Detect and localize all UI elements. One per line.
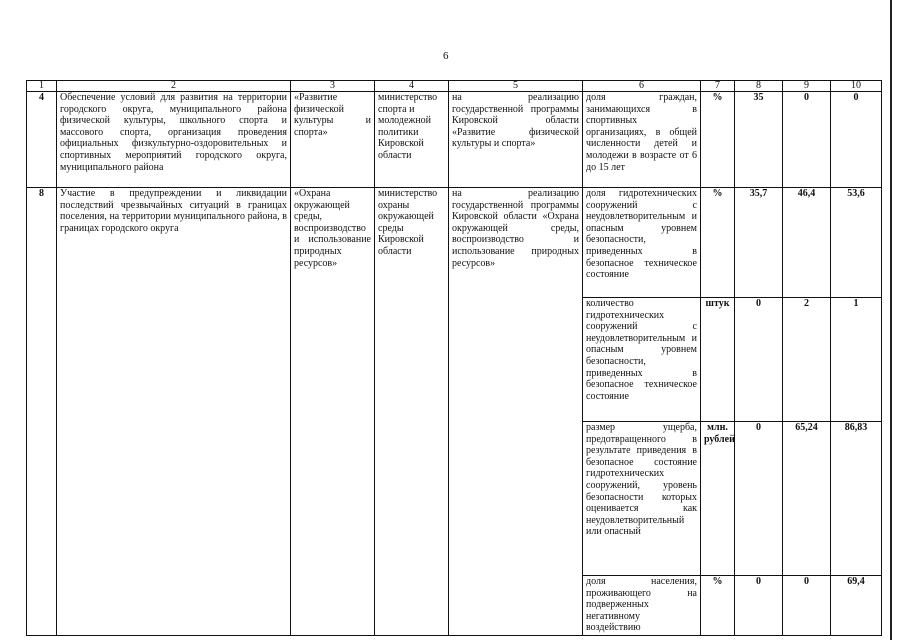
program-cell: «Развитие физической культуры и спорта» <box>291 92 375 188</box>
purpose-cell: на реализацию государственной программы Кировской области «Охрана окружающей среды, воспроизводство и использование природных ресурсов» <box>449 188 583 636</box>
program-cell: «Охрана окружающей среды, воспроизводство и использование природных ресурсов» <box>291 188 375 636</box>
unit-cell: штук <box>701 298 735 422</box>
value-cell: 35 <box>735 92 783 188</box>
value-cell: 86,83 <box>831 422 882 576</box>
unit-cell: млн. рублей <box>701 422 735 576</box>
indicator-cell: размер ущерба, предотвращенного в результате приведения в безопасное состояние гидротехнических сооружений, уровень безопасности которых оценивается как неудовлетворительный или опасный <box>583 422 701 576</box>
activity-cell: Участие в предупреждении и ликвидации последствий чрезвычайных ситуаций в границах поселения, на территории муниципального района, в границах городского округа <box>57 188 291 636</box>
col-header: 10 <box>831 81 882 92</box>
value-cell: 0 <box>783 576 831 636</box>
col-header: 6 <box>583 81 701 92</box>
row-number: 8 <box>27 188 57 636</box>
ministry-cell: министерство спорта и молодежной политики Кировской области <box>375 92 449 188</box>
row-number: 4 <box>27 92 57 188</box>
col-header: 2 <box>57 81 291 92</box>
purpose-cell: на реализацию государственной программы Кировской области «Развитие физической культуры и спорта» <box>449 92 583 188</box>
value-cell: 0 <box>783 92 831 188</box>
indicator-cell: доля граждан, занимающихся в спортивных организациях, в общей численности детей и молодежи в возрасте от 6 до 15 лет <box>583 92 701 188</box>
indicator-cell: доля населения, проживающего на подверженных негативному воздействию <box>583 576 701 636</box>
page-number: 6 <box>443 50 449 62</box>
col-header: 1 <box>27 81 57 92</box>
value-cell: 1 <box>831 298 882 422</box>
table-row <box>27 92 882 188</box>
col-header: 8 <box>735 81 783 92</box>
unit-cell: % <box>701 188 735 298</box>
indicator-cell: доля гидротехнических сооружений с неудовлетворительным и опасным уровнем безопасности, приведенных в безопасное техническое состояние <box>583 188 701 298</box>
col-header: 5 <box>449 81 583 92</box>
value-cell: 53,6 <box>831 188 882 298</box>
value-cell: 0 <box>735 298 783 422</box>
value-cell: 35,7 <box>735 188 783 298</box>
value-cell: 65,24 <box>783 422 831 576</box>
value-cell: 2 <box>783 298 831 422</box>
col-header: 9 <box>783 81 831 92</box>
value-cell: 46,4 <box>783 188 831 298</box>
value-cell: 69,4 <box>831 576 882 636</box>
ministry-cell: министерство охраны окружающей среды Кировской области <box>375 188 449 636</box>
header-row <box>27 81 882 92</box>
activity-cell: Обеспечение условий для развития на территории городского округа, муниципального района физической культуры, школьного спорта и массового спорта, организация проведения официальных физкультурно-оздоровительных и спортивных мероприятий городского округа, муниципального района <box>57 92 291 188</box>
col-header: 4 <box>375 81 449 92</box>
value-cell: 0 <box>831 92 882 188</box>
data-table <box>26 80 882 636</box>
value-cell: 0 <box>735 576 783 636</box>
unit-cell: % <box>701 576 735 636</box>
indicator-cell: количество гидротехнических сооружений с неудовлетворительным и опасным уровнем безопасности, приведенных в безопасное техническое состояние <box>583 298 701 422</box>
page-edge-line <box>890 0 892 640</box>
unit-cell: % <box>701 92 735 188</box>
col-header: 7 <box>701 81 735 92</box>
col-header: 3 <box>291 81 375 92</box>
table-row <box>27 188 882 298</box>
value-cell: 0 <box>735 422 783 576</box>
